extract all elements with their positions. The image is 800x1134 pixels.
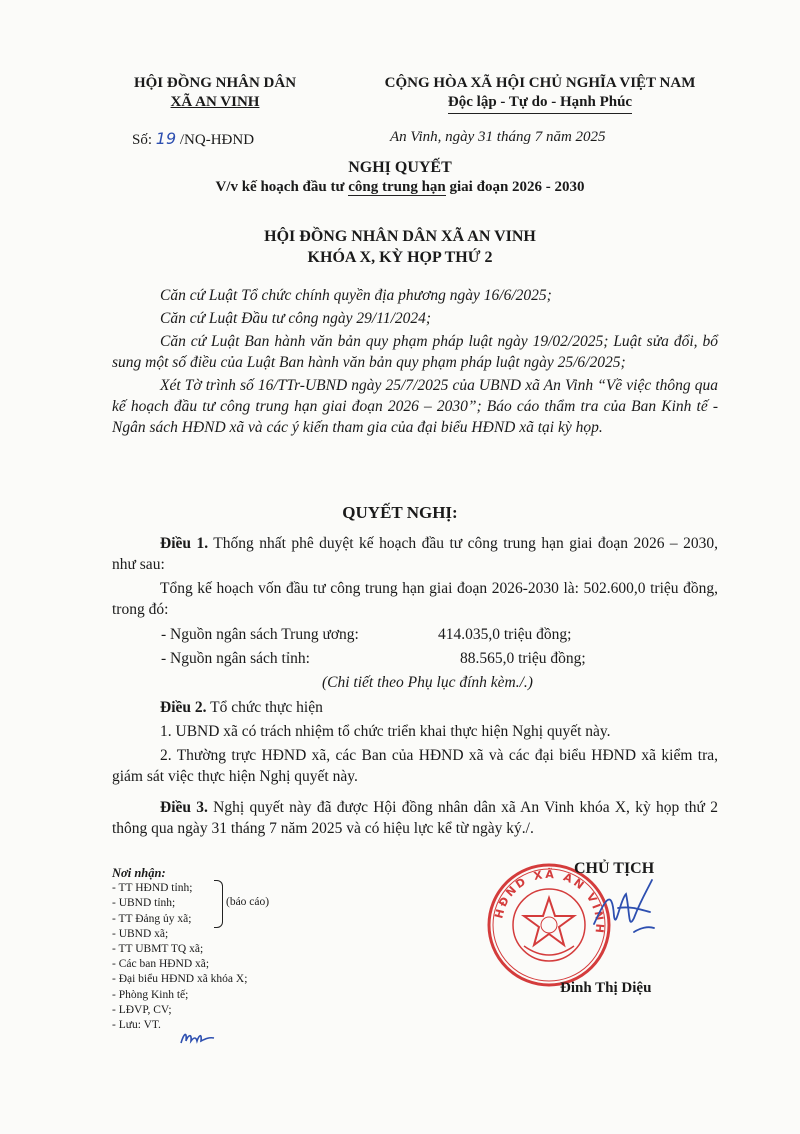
preamble-item: Căn cứ Luật Tổ chức chính quyền địa phương ngày 16/6/2025; xyxy=(160,287,552,304)
article-2-body: Tổ chức thực hiện xyxy=(206,699,323,716)
document-title: NGHỊ QUYẾT xyxy=(348,159,452,176)
recipients-bracket xyxy=(214,880,223,928)
seal-text: HĐND XÃ AN VINH xyxy=(492,867,607,936)
issue-date: An Vinh, ngày 31 tháng 7 năm 2025 xyxy=(390,129,606,145)
article-3-text xyxy=(112,797,718,839)
subject-part2: công trung hạn xyxy=(348,179,446,195)
council-name: HỘI ĐỒNG NHÂN DÂN XÃ AN VINH xyxy=(264,228,536,245)
preamble-item: Căn cứ Luật Ban hành văn bản quy phạm pháp luật ngày 19/02/2025; Luật sửa đổi, bổ sung một số điều của Luật Ban hành văn bản quy phạm pháp luật ngày 25/6/2025; xyxy=(112,333,718,371)
preamble xyxy=(112,285,718,438)
signer-position: CHỦ TỊCH xyxy=(574,860,655,877)
article-1-text xyxy=(112,533,718,575)
signer-name: Đinh Thị Diệu xyxy=(560,980,652,996)
recipient-item: - Các ban HĐND xã; xyxy=(112,958,210,971)
source-province-label: - Nguồn ngân sách tỉnh: xyxy=(161,650,310,667)
recipient-item: - UBND tỉnh; xyxy=(112,897,176,910)
recipient-item: - Phòng Kinh tế; xyxy=(112,988,189,1001)
article-1-body: Thống nhất phê duyệt kế hoạch đầu tư công trung hạn giai đoạn 2026 – 2030, như sau: xyxy=(112,535,719,573)
source-province-value: 88.565,0 triệu đồng; xyxy=(460,650,586,667)
document-subject xyxy=(0,179,800,196)
document-number-suffix: /NQ-HĐND xyxy=(176,132,255,148)
article-3-body: Nghị quyết này đã được Hội đồng nhân dân xã An Vinh khóa X, kỳ họp thứ 2 thông qua ngày 31 tháng 7 năm 2025 và có hiệu lực kể từ ngày ký./. xyxy=(112,799,718,837)
article-2-label: Điều 2. xyxy=(160,699,207,716)
council-session: KHÓA X, KỲ HỌP THỨ 2 xyxy=(307,249,493,266)
national-motto-line1: CỘNG HÒA XÃ HỘI CHỦ NGHĨA VIỆT NAM xyxy=(384,75,696,91)
national-motto-line2: Độc lập - Tự do - Hạnh Phúc xyxy=(340,93,740,114)
recipient-item: - TT Đảng ủy xã; xyxy=(112,912,192,925)
national-motto xyxy=(340,74,740,114)
source-central-label: - Nguồn ngân sách Trung ương: xyxy=(161,626,359,643)
issuing-authority xyxy=(110,74,320,112)
recipient-item: - UBND xã; xyxy=(112,927,169,940)
issuing-authority-line1: HỘI ĐỒNG NHÂN DÂN xyxy=(133,75,297,91)
article-2-item: 2. Thường trực HĐND xã, các Ban của HĐND xã và các đại biểu HĐND xã kiểm tra, giám sát việc thực hiện Nghị quyết này. xyxy=(112,747,718,785)
preamble-item: Xét Tờ trình số 16/TTr-UBND ngày 25/7/2025 của UBND xã An Vinh “Về việc thông qua kế hoạch đầu tư công trung hạn giai đoạn 2026 – 2030”; Báo cáo thẩm tra của Ban Kinh tế - Ngân sách HĐND xã và các ý kiến tham gia của đại biểu HĐND xã tại kỳ họp. xyxy=(112,377,718,436)
subject-part1: V/v kế hoạch đầu tư xyxy=(215,179,349,195)
source-central-value: 414.035,0 triệu đồng; xyxy=(438,626,572,643)
article-1 xyxy=(112,533,718,620)
recipient-item: - Lưu: VT. xyxy=(112,1019,161,1032)
document-number-value: 19 xyxy=(155,129,177,148)
subject-part3: giai đoạn 2026 - 2030 xyxy=(445,179,585,195)
recipient-item: - LĐVP, CV; xyxy=(112,1003,172,1016)
preamble-item: Căn cứ Luật Đầu tư công ngày 29/11/2024; xyxy=(160,310,432,327)
article-2-heading xyxy=(112,697,718,718)
signature-mark xyxy=(590,872,670,952)
recipient-item: - Đại biểu HĐND xã khóa X; xyxy=(112,973,248,986)
resolve-heading: QUYẾT NGHỊ: xyxy=(342,503,458,522)
article-1-label: Điều 1. xyxy=(160,535,209,552)
recipients-list xyxy=(112,866,372,1033)
issuing-authority-line2: XÃ AN VINH xyxy=(170,94,260,110)
article-3-label: Điều 3. xyxy=(160,799,208,816)
handwritten-initial xyxy=(178,1027,218,1049)
recipient-item: - TT UBMT TQ xã; xyxy=(112,943,204,956)
document-number xyxy=(132,129,254,149)
document-number-prefix: Số: xyxy=(132,132,156,148)
recipients-title: Nơi nhận: xyxy=(112,866,166,880)
article-1-total: Tổng kế hoạch vốn đầu tư công trung hạn giai đoạn 2026-2030 là: 502.600,0 triệu đồng, trong đó: xyxy=(112,580,718,618)
recipients-bracket-note: (báo cáo) xyxy=(226,896,270,908)
recipient-item: - TT HĐND tỉnh; xyxy=(112,882,193,895)
article-3 xyxy=(112,797,718,839)
article-2 xyxy=(112,697,718,787)
article-2-item: 1. UBND xã có trách nhiệm tổ chức triển khai thực hiện Nghị quyết này. xyxy=(160,723,611,740)
appendix-note: (Chi tiết theo Phụ lục đính kèm./.) xyxy=(322,674,533,691)
